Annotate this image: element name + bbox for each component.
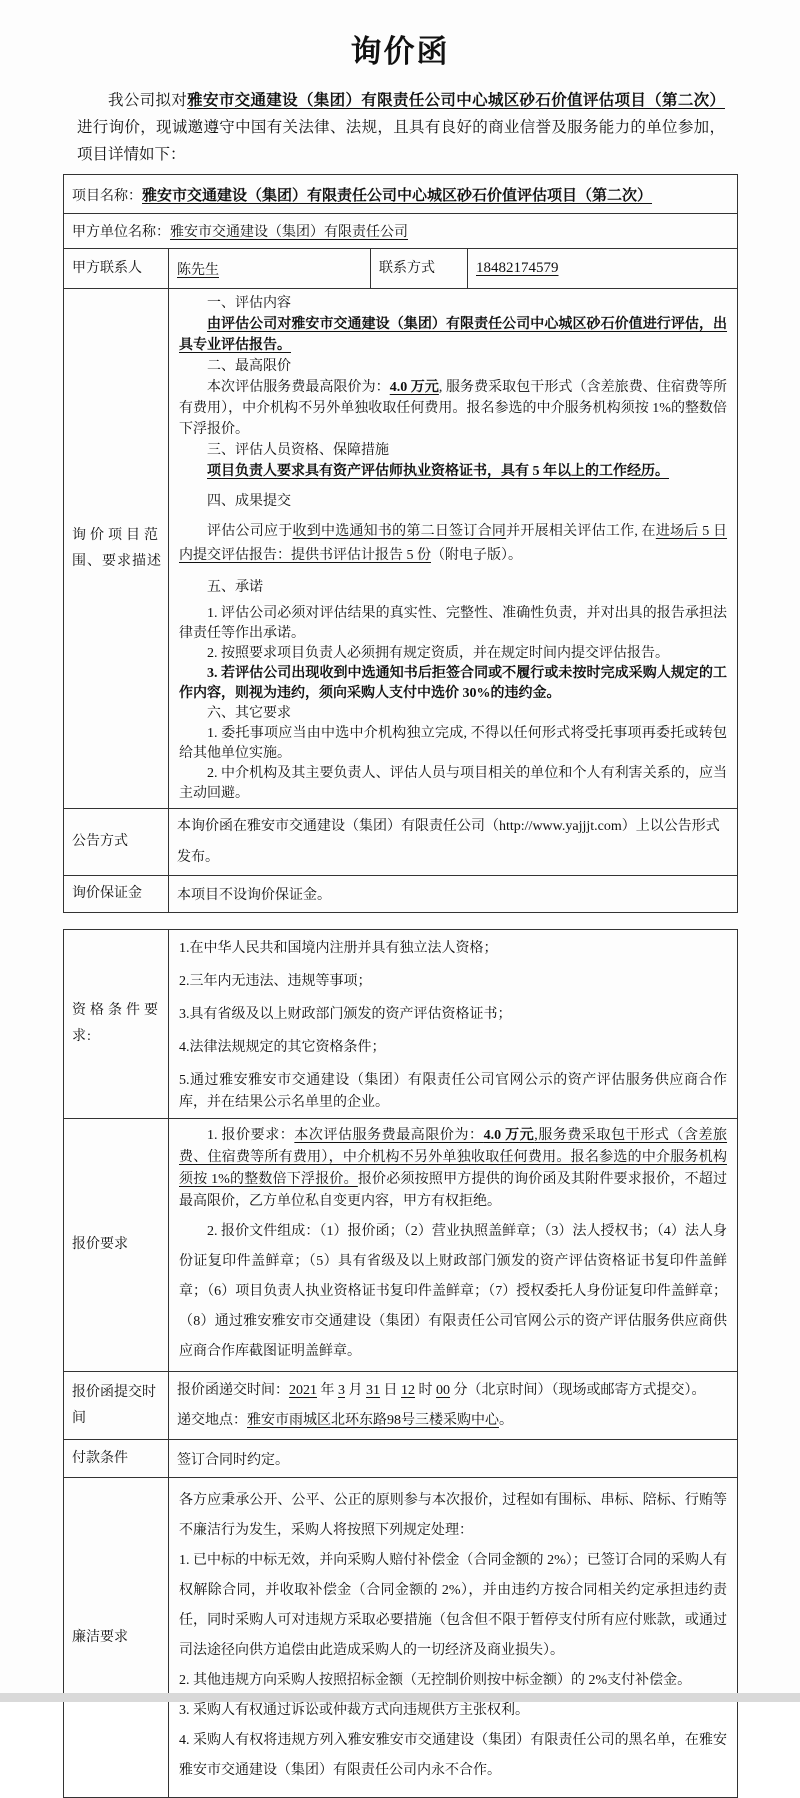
scope-p4-end: （附电子版）。 — [431, 548, 522, 563]
contact-row — [64, 249, 738, 289]
contact-value-cell — [169, 249, 371, 289]
integrity-intro: 各方应秉承公开、公平、公正的原则参与本次报价，过程如有围标、串标、陪标、行贿等不廉洁行为发生，采购人将按照下列规定处理： — [179, 1493, 727, 1538]
submission-place-line — [177, 1406, 729, 1436]
scope-p6-1: 1. 委托事项应当由中选中介机构独立完成, 不得以任何形式将受托事项再委托或转包给其他单位实施。 — [179, 726, 728, 761]
submission-label-line2: 间 — [72, 1410, 86, 1426]
qualification-item: 2.三年内无违法、违规等事项； — [179, 974, 372, 989]
scope-label-line1: 询价项目范 — [72, 527, 162, 543]
submission-minute-unit: 分 — [453, 1382, 468, 1398]
intro-paragraph — [77, 87, 725, 168]
submission-minute: 00 — [436, 1382, 450, 1398]
scope-p5-2: 2. 按照要求项目负责人必须拥有规定资质，并在规定时间内提交评估报告。 — [207, 646, 669, 661]
scope-content — [169, 289, 738, 809]
page-title: 询价函 — [350, 34, 450, 69]
submission-time-line — [177, 1376, 729, 1406]
submission-place-end: 。 — [499, 1412, 513, 1428]
quote-item1-underlined-pre: 本次评估服务费最高限价为： — [294, 1128, 484, 1143]
payment-value-cell — [169, 1440, 738, 1478]
quote-item-1 — [179, 1125, 727, 1213]
intro-post: 进行询价，现诚邀遵守中国有关法律、法规，且具有良好的商业信誉及服务能力的单位参加，项目详情如下： — [77, 119, 725, 163]
requirements-table — [63, 929, 738, 1798]
submission-month: 3 — [338, 1382, 345, 1398]
qualification-label-line2: 求: — [72, 1029, 92, 1044]
submission-row — [64, 1372, 738, 1440]
submission-time-label: 报价函递交时间： — [177, 1382, 289, 1398]
scope-p6-2: 2. 中介机构及其主要负责人、评估人员与项目相关的单位和个人有利害关系的，应当主动回避。 — [179, 766, 728, 801]
announcement-value: 本询价函在雅安市交通建设（集团）有限责任公司（http://www.yajjjt.com）上以公告形式发布。 — [177, 819, 720, 865]
quote-item-2: 2. 报价文件组成：（1）报价函；（2）营业执照盖鲜章；（3）法人授权书；（4）法人身份证复印件盖鲜章；（5）具有省级及以上财政部门颁发的资产评估资格证书复印件盖鲜章；（6）项目负责人执业资格证书复印件盖鲜章；（7）授权委托人身份证复印件盖鲜章；（8）通过雅安雅安市交通建设（集团）有限责任公司官网公示的资产评估服务供应商供应商合作库截图证明盖鲜章。 — [179, 1224, 727, 1359]
intro-project-name: 雅安市交通建设（集团）有限责任公司中心城区砂石价值评估项目（第二次） — [187, 92, 725, 109]
deposit-value-cell — [169, 876, 738, 913]
phone-label: 联系方式 — [371, 249, 468, 289]
scope-h1: 一、评估内容 — [207, 296, 291, 311]
phone-value: 18482174579 — [476, 260, 559, 276]
payment-value: 签订合同时约定。 — [177, 1452, 289, 1468]
announcement-label: 公告方式 — [64, 809, 169, 876]
submission-hour-unit: 时 — [418, 1382, 433, 1398]
submission-month-unit: 月 — [348, 1382, 363, 1398]
project-info-table — [63, 174, 738, 913]
scope-label — [64, 289, 169, 809]
scope-h2: 二、最高限价 — [207, 359, 291, 374]
submission-content — [169, 1372, 738, 1440]
integrity-item-4: 4. 采购人有权将违规方列入雅安雅安市交通建设（集团）有限责任公司的黑名单，在雅安雅安市交通建设（集团）有限责任公司内永不合作。 — [179, 1733, 727, 1778]
qualification-item: 4.法律法规规定的其它资格条件； — [179, 1040, 386, 1055]
party-a-row — [64, 214, 738, 249]
contact-value: 陈先生 — [177, 262, 219, 278]
submission-year: 2021 — [289, 1382, 317, 1398]
payment-label: 付款条件 — [64, 1440, 169, 1478]
submission-day-unit: 日 — [383, 1382, 398, 1398]
submission-year-unit: 年 — [320, 1382, 335, 1398]
qualification-item: 1.在中华人民共和国境内注册并具有独立法人资格； — [179, 941, 498, 956]
scope-p2-rest: , 服务费采取包干形式（含差旅费、住宿费等所有费用），中介机构不另外单独收取任何费用。报名参选的中介服务机构须按 1%的整数倍下浮报价。 — [179, 380, 728, 437]
payment-row — [64, 1440, 738, 1478]
project-name-label: 项目名称： — [72, 188, 142, 204]
qualification-label — [64, 930, 169, 1119]
scope-p3 — [179, 461, 727, 482]
integrity-item-3: 3. 采购人有权通过诉讼或仲裁方式向违规供方主张权利。 — [179, 1703, 529, 1718]
scope-p4-u2: 进场后 5 日内提交评估报告：提供书评估计报告 5 份 — [179, 524, 728, 563]
qualification-content — [169, 930, 738, 1119]
quote-item1-amount: 4.0 万元 — [483, 1128, 535, 1143]
scope-p4 — [179, 520, 727, 568]
deposit-row — [64, 876, 738, 913]
scope-p5-3: 3. 若评估公司出现收到中选通知书后拒签合同或不履行或未按时完成采购人规定的工作内容，则视为违约，须向采购人支付中选价 30%的违约金。 — [179, 666, 728, 701]
integrity-item-1: 1. 已中标的中标无效，并向采购人赔付补偿金（合同金额的 2%）；已签订合同的采购人有权解除合同，并收取补偿金（合同金额的 2%），并由违约方按合同相关约定承担违约责任，同时采购人可对违规方采取必要措施（包含但不限于暂停支付所有应付账款，或通过司法途径向供方追偿由此造成采购人的一切经济及商业损失）。 — [179, 1553, 727, 1658]
integrity-label: 廉洁要求 — [64, 1478, 169, 1798]
scope-h6: 六、其它要求 — [207, 706, 291, 721]
intro-pre: 我公司拟对 — [108, 92, 188, 109]
deposit-value: 本项目不设询价保证金。 — [177, 888, 331, 903]
scope-p1-text: 由评估公司对雅安市交通建设（集团）有限责任公司中心城区砂石价值进行评估，出具专业评估报告。 — [179, 317, 728, 353]
scope-row — [64, 289, 738, 809]
project-name-value: 雅安市交通建设（集团）有限责任公司中心城区砂石价值评估项目（第二次） — [142, 187, 653, 204]
announcement-row — [64, 809, 738, 876]
submission-time-suffix: （北京时间）（现场或邮寄方式提交）。 — [467, 1382, 706, 1398]
integrity-row — [64, 1478, 738, 1798]
submission-label-line1: 报价函提交时 — [72, 1384, 156, 1400]
scope-p4-pre: 评估公司应于 — [207, 524, 293, 539]
project-name-cell — [64, 175, 738, 214]
party-a-label: 甲方单位名称： — [72, 225, 170, 240]
scope-p2-amount: 4.0 万元 — [389, 380, 439, 395]
party-a-value: 雅安市交通建设（集团）有限责任公司 — [170, 225, 408, 240]
qualification-row — [64, 930, 738, 1119]
integrity-item-2: 2. 其他违规方向采购人按照招标金额（无控制价则按中标金额）的 2%支付补偿金。 — [179, 1673, 692, 1688]
submission-day: 31 — [366, 1382, 380, 1398]
deposit-label: 询价保证金 — [64, 876, 169, 913]
integrity-content — [169, 1478, 738, 1798]
submission-hour: 12 — [401, 1382, 415, 1398]
scope-p2 — [179, 377, 727, 440]
announcement-value-cell — [169, 809, 738, 876]
quote-requirements-row — [64, 1119, 738, 1372]
scope-p4-mid: 并开展相关评估工作, 在 — [506, 524, 656, 539]
scope-h4: 四、成果提交 — [207, 494, 291, 509]
party-a-cell — [64, 214, 738, 249]
scope-p4-u1: 收到中选通知书的第二日签订合同 — [292, 524, 507, 539]
qualification-label-line1: 资格条件要 — [72, 1003, 162, 1018]
quote-requirements-content — [169, 1119, 738, 1372]
qualification-item: 5.通过雅安雅安市交通建设（集团）有限责任公司官网公示的资产评估服务供应商合作库，并在结果公示名单里的企业。 — [179, 1073, 727, 1110]
scope-p1 — [179, 314, 727, 356]
page-bottom-edge — [0, 1693, 800, 1702]
scope-h3: 三、评估人员资格、保障措施 — [207, 443, 389, 458]
qualification-item: 3.具有省级及以上财政部门颁发的资产评估资格证书； — [179, 1007, 512, 1022]
scope-p3-text: 项目负责人要求具有资产评估师执业资格证书，具有 5 年以上的工作经历。 — [207, 464, 669, 479]
quote-item1-intro: 1. 报价要求： — [207, 1128, 295, 1143]
scope-p5-1: 1. 评估公司必须对评估结果的真实性、完整性、准确性负责，并对出具的报告承担法律责任等作出承诺。 — [179, 606, 728, 641]
submission-place-label: 递交地点： — [177, 1412, 247, 1428]
quote-item1-underlined-rest: ,服务费采取包干形式（含差旅费、住宿费等所有费用），中介机构不另外单独收取任何费用。报名参选的中介服务机构须按 1%的整数倍下浮报价。 — [179, 1128, 728, 1187]
project-name-row — [64, 175, 738, 214]
scope-label-line2: 围、要求描述 — [72, 553, 162, 569]
quote-item1-rest: 报价必须按照甲方提供的询价函及其附件要求报价，不超过最高限价，乙方单位私自变更内容，甲方有权拒绝。 — [179, 1172, 727, 1209]
submission-label — [64, 1372, 169, 1440]
phone-value-cell — [468, 249, 738, 289]
contact-label: 甲方联系人 — [64, 249, 169, 289]
scope-h5: 五、承诺 — [207, 580, 263, 595]
quote-requirements-label: 报价要求 — [64, 1119, 169, 1372]
submission-place: 雅安市雨城区北环东路98号三楼采购中心 — [247, 1412, 499, 1428]
scope-p2-pre: 本次评估服务费最高限价为： — [207, 380, 390, 395]
